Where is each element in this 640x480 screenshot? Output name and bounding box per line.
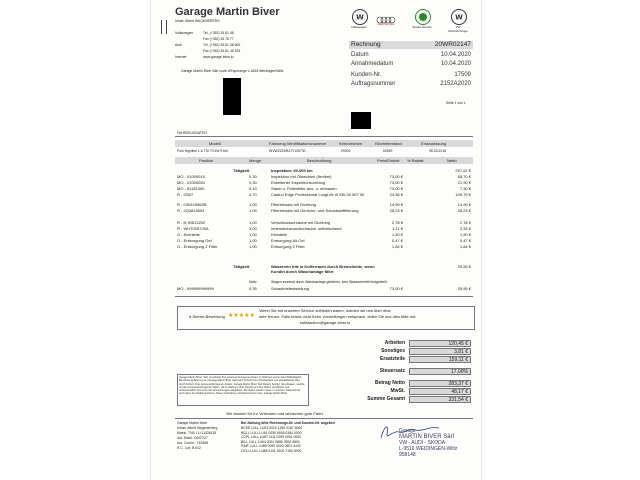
block1-title: Tätigkeit <box>233 168 250 173</box>
row-description: Filtereinsatz mit Gerüchs- und Schadstofffilterung <box>271 208 359 213</box>
vehicle-col-reg: Erstzulassung <box>421 141 447 146</box>
row-qty: 1,00 <box>249 232 257 237</box>
invoice-number: 20WR02147 <box>434 41 471 48</box>
total-value: 17,00% <box>409 368 471 375</box>
row-net: 21,90 € <box>457 180 471 185</box>
total-label: Betrag Netto <box>374 380 405 386</box>
footer-company-line: Aut. Etabl.: 00/07/27 <box>177 436 208 440</box>
total-label: Sonstiges <box>381 348 405 354</box>
row-unit-price: 0,47 € <box>391 238 403 243</box>
row-net: 3,33 € <box>459 226 471 231</box>
company-name: Garage Martin Biver <box>175 6 280 18</box>
row-position: R - WHT005729A <box>177 226 209 231</box>
row-position: O - Entsorgung 2 Filter <box>177 244 218 249</box>
block2-pos: MO - 999999999999 <box>177 286 214 291</box>
total-value: 120,45 € <box>409 340 471 347</box>
vehicle-col-vin: Fahrzeug Identifikationsnummer <box>269 141 327 146</box>
internet-address[interactable]: www.garage-biver.lu <box>203 55 234 59</box>
row-description: Staub u. Pollenfilter aus- u. einbauen <box>271 186 337 191</box>
vehicle-col-km: Kilometerstand <box>375 141 402 146</box>
block2-qty: 0,35 <box>249 286 257 291</box>
row-position: R - G507 <box>177 192 194 197</box>
bank-line: BILL LULL LU64 0021 9686 3592 9800 <box>241 439 300 444</box>
accept-label: Annahmedatum <box>351 61 394 67</box>
col-net: Netto <box>447 158 457 163</box>
logo-label-vwn: VW Nutzfahrzeuge <box>448 25 468 33</box>
row-position: O - Kleinteile <box>177 232 200 237</box>
star-rating-icon: ★★★★★ <box>228 313 255 319</box>
vehicle-reg: 08.03.2018 <box>429 149 446 153</box>
logo-label-vw: Volkswagen <box>350 25 367 29</box>
row-description: Entsorgung 2 Filter <box>271 244 305 249</box>
block1-total: 257,62 € <box>455 168 471 173</box>
bank-title: Bei Zahlung bitte Rechnungs-Nr. und Kunden-Nr. angeben <box>241 421 335 425</box>
row-qty: 0,30 <box>249 180 257 185</box>
vehicle-vin: WVWZZZ6RZJY105730 <box>269 149 306 153</box>
block2-desc: Wasserein tritt in Kofferraum durch Bremslichte, wenn Kundin durch Waschanlage fährt <box>271 264 375 274</box>
vehicle-model: Polo Highline 1.6 TDI 70 kW 5 türi <box>177 149 229 153</box>
row-qty: 1,00 <box>249 244 257 249</box>
row-qty: 1,00 <box>249 208 257 213</box>
privacy-text: Garage Martin Biver. Sàrl verarbeitet Ihre personenbezogenen Daten im Rahmen seiner Geschäftstätigkeit. Bei dieser Erfahrung von Garage Martin Biver Sàrl nach Schutz Ihrer Privatsphäre und gewährleistet dies durch Schutz Ihrer personenbezogenen Daten. Garage Martin Biver Sàrl Regeln befolgt, die erlassen, welche mit den personenbezogenen Daten, die im Rahmen Ihrer Rechte und ihre Daten verarbeitet und schlussendlich eine Liste der Abweichungen aufgelistet. Die Daten werden Ihnen in unserem Datenschutz auch dann bei Stellungsnahme. Diese Verbindung mit Datenschutz unter: Garage Martin Biver. <box>179 376 305 396</box>
order-value: 2152A2020 <box>440 81 471 87</box>
bank-line: RAIF LULL LU89 0090 0000 0601 4440 <box>241 444 301 448</box>
audi-fax: Fax (+352) 35 81 48 333 <box>203 49 241 53</box>
row-net: 1,50 € <box>459 232 471 237</box>
block1-desc: Inspektion: 60.000 km <box>271 168 313 173</box>
col-discount: % Rabatt <box>407 158 424 163</box>
date-value: 10.04.2020 <box>440 52 471 58</box>
row-position: MO - 01000050 <box>177 180 205 185</box>
brand-label: Volkswagen <box>175 31 194 35</box>
internet-label: Internet <box>175 55 187 59</box>
row-description: Erweiterter Inspektionsumfang <box>271 180 326 185</box>
svg-text:W: W <box>356 13 364 22</box>
stamp-line: Garage <box>399 428 416 434</box>
rating-label: 5-Sterne-Bewertung <box>189 314 225 319</box>
col-unit-price: Preis/Einheit <box>377 158 400 163</box>
row-net: 2,78 € <box>459 220 471 225</box>
rating-email[interactable]: satisfaction@garage-biver.lu <box>299 320 351 325</box>
rating-line1: Wenn Sie mit unserem Service zufrieden waren, würden wir uns über eine <box>259 308 391 313</box>
stamp-line: MARTIN BIVER Sàrl <box>399 434 454 440</box>
row-qty: 4,70 <box>249 192 257 197</box>
audi-phone: Tél. (+352) 35 81 48 600 <box>203 43 241 47</box>
block2-price: 73,00 € <box>389 286 403 291</box>
phone: Tél. (+352) 35 81 48 <box>203 31 234 35</box>
vehicle-section-label: FAHRZEUGDATEN <box>177 131 207 135</box>
row-position: R - N 90813202 <box>177 220 206 225</box>
row-unit-price: 14,99 € <box>389 202 403 207</box>
thanks-line: Wir danken für Ihr Vertrauen und wünschen gute Fahrt. <box>226 411 324 416</box>
page-count: Seite 1 von 1 <box>446 101 466 105</box>
vw-commercial-logo-icon <box>451 9 467 25</box>
block2-note: Wagen zweimal durch Waschanlage gefahren, kein Wassereintritt festgestellt <box>271 280 387 284</box>
row-unit-price: 2,78 € <box>391 220 403 225</box>
accept-value: 10.04.2020 <box>440 61 471 67</box>
logo-label-audi: Audi Service <box>377 22 395 26</box>
row-position: MO - 81181050 <box>177 186 205 191</box>
row-position: R - 03N115562B <box>177 202 207 207</box>
block2-row-desc: Schadensfeststellung <box>271 286 310 291</box>
stamp-line: 958148 <box>399 452 416 458</box>
total-value: 283,37 € <box>409 380 471 387</box>
bank-line: BGLL LULL LU61 0030 6935 0384 0000 <box>241 430 302 435</box>
block2-note-label: Notiz <box>249 280 257 284</box>
block2-title: Tätigkeit <box>233 264 250 269</box>
total-value: 3,81 € <box>409 348 471 355</box>
row-description: Filtereinsatz mit Dichtung <box>271 202 316 207</box>
total-label: MwSt. <box>390 388 405 394</box>
svg-text:W: W <box>455 13 463 22</box>
row-description: Entsorgung Alt-Oel <box>271 238 305 243</box>
row-description: Inspektion mit Ölwechsel (flexibel) <box>271 174 332 179</box>
footer-company-line: Aut. Comm.: 743408 <box>177 441 209 445</box>
audi-rings-icon <box>376 11 396 19</box>
row-unit-price: 1,50 € <box>391 232 403 237</box>
row-unit-price: 1,84 € <box>391 244 403 249</box>
block2-total: 25,55 € <box>457 264 471 269</box>
footer-company-line: R.C. Lux: B 612 <box>177 446 201 450</box>
audi-label: Audi <box>175 43 182 47</box>
sender-line: Garage Martin Biver Sàrl route d'Esperange L-6618 Weidingen/Wiltz <box>181 69 284 73</box>
total-label: Arbeiten <box>384 340 405 346</box>
row-net: 109,79 € <box>455 192 471 197</box>
row-description: Verschlussschraube mit Dichtring <box>271 220 331 225</box>
row-unit-price: 73,00 € <box>389 186 403 191</box>
fax: Fax (+352) 35 78 77 <box>203 37 234 41</box>
date-label: Datum <box>351 52 369 58</box>
bank-line: CELL LULL LU88 0141 5100 7150 0000 <box>241 448 302 453</box>
logo-label-skoda: Skoda Service <box>412 25 432 29</box>
stamp-line: VW - AUDI - SKODA <box>399 440 446 446</box>
owner-label: Inhab. Albert WAGENERERG <box>175 19 220 23</box>
bank-line: BCEE LULL LU03 0019 1255 0187 6000 <box>241 426 303 430</box>
block2-net: 25,55 € <box>457 286 471 291</box>
footer-company-line: Matric. TVA: LU 11426115 <box>177 431 217 435</box>
vehicle-col-plate: Kennzeichen <box>339 141 363 146</box>
row-qty: 1,00 <box>249 238 257 243</box>
total-label: Ersatzteile <box>379 356 405 362</box>
customer-value: 17509 <box>454 72 471 78</box>
volkswagen-logo-icon <box>352 9 368 25</box>
total-value: 159,11 € <box>409 356 471 363</box>
row-unit-price: 73,00 € <box>389 180 403 185</box>
redacted-address <box>223 78 241 115</box>
row-net: 14,99 € <box>457 202 471 207</box>
stamp-line: L-9516 WEIDINGEN-Wiltz <box>399 446 458 452</box>
total-value: 48,17 € <box>409 388 471 395</box>
row-qty: 3,00 <box>249 226 257 231</box>
row-unit-price: 28,23 € <box>389 208 403 213</box>
bank-line: CCPL LULL LU87 1111 0259 4001 0000 <box>241 435 302 439</box>
vehicle-col-model: Modell <box>209 141 221 146</box>
redacted-info <box>351 112 371 129</box>
invoice-page <box>150 0 482 480</box>
total-label: Summe Gesamt <box>367 396 405 402</box>
row-qty: 1,00 <box>249 220 257 225</box>
customer-label: Kunden-Nr. <box>351 72 382 78</box>
vehicle-plate: 29003 <box>341 149 351 153</box>
total-label: Steuersatz <box>379 368 405 374</box>
col-description: Beschreibung <box>307 158 332 163</box>
footer-company-line: Garage Martin Biver <box>177 421 208 425</box>
row-unit-price: 23,36 € <box>389 192 403 197</box>
order-label: Auftragsnummer <box>351 81 396 87</box>
rating-line2: sehr freuen. Falls etwas nicht Ihren Vorstellungen entsprach, teilen Sie uns dies bitte mit: <box>259 314 417 319</box>
fold-mark <box>161 20 167 34</box>
col-position: Position <box>199 158 214 163</box>
row-position: R - 2Q0819653 <box>177 208 205 213</box>
row-net: 1,84 € <box>459 244 471 249</box>
row-description: Castrol Edge Professional LongLife III 5W-30 507 00 <box>271 192 365 197</box>
row-description: Kleinteile <box>271 232 288 237</box>
footer-company-line: Inhab. Albert Wagenerberg <box>177 426 218 430</box>
row-qty: 0,10 <box>249 186 257 191</box>
row-description: Innensechsrundschraube, selbstschend <box>271 226 342 231</box>
total-value: 331,54 € <box>409 396 471 403</box>
row-unit-price: 73,00 € <box>389 174 403 179</box>
row-unit-price: 1,11 € <box>392 226 403 231</box>
skoda-logo-icon <box>415 9 431 25</box>
invoice-title: Rechnung <box>351 41 381 48</box>
col-qty: Menge <box>249 158 262 163</box>
row-net: 7,30 € <box>459 186 471 191</box>
row-position: O - Entsorgung Oel <box>177 238 212 243</box>
row-position: MO - 01000015 <box>177 174 205 179</box>
row-net: 0,47 € <box>459 238 471 243</box>
vehicle-km: 60549 <box>383 149 393 153</box>
row-qty: 0,30 <box>249 174 257 179</box>
row-net: 28,23 € <box>457 208 471 213</box>
row-net: 65,70 € <box>457 174 471 179</box>
row-qty: 1,00 <box>249 202 257 207</box>
